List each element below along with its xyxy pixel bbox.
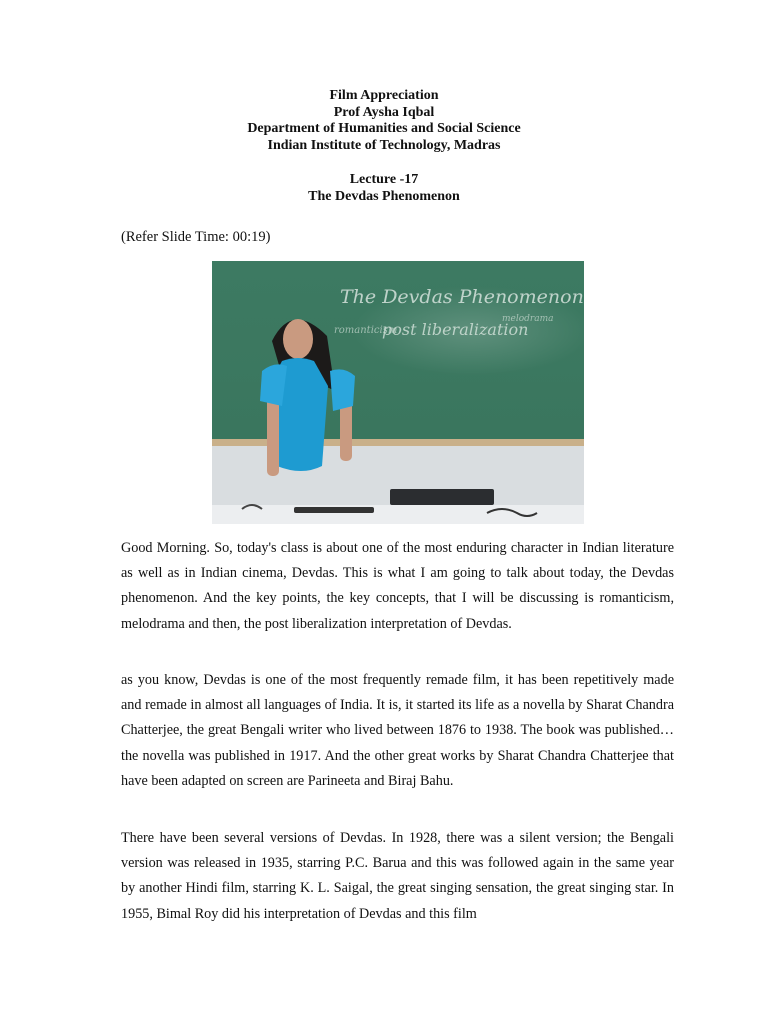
paragraph-text: There have been several versions of Devdas. In 1928, there was a silent version; the Bengali version was released in 1935, starring P.C. Barua and this was followed again in the same year by another Hindi film, starring K. L. Saigal, the great singing sensation, the great singing star. In 1955, Bimal Roy did his interpretation of Devdas and this film — [121, 830, 674, 922]
paragraph-2 — [121, 668, 674, 794]
board-title-text: The Devdas Phenomenon — [340, 286, 584, 308]
institute-name: Indian Institute of Technology, Madras — [267, 137, 501, 153]
lecture-number: Lecture -17 — [349, 172, 419, 187]
course-title: Film Appreciation — [329, 88, 439, 103]
board-word-postliberalization: post liberalization — [382, 320, 529, 339]
paragraph-text: Good Morning. So, today's class is about one of the most enduring character in Indian literature as well as in Indian cinema, Devdas. This is what I am going to talk about today, the Devdas phenomenon. And the key points, the key concepts, that I will be discussing is romanticism, melodrama and then, the post liberalization interpretation of Devdas. — [121, 540, 674, 632]
paragraph-text: as you know, Devdas is one of the most frequently remade film, it has been repetitively made and remade in almost all languages of India. It is, it started its life as a novella by Sharat Chandra Chatterjee, the great Bengali writer who lived between 1876 to 1938. The book was published… the novella was published in 1917. And the other great works by Sharat Chandra Chatterjee that have been adapted on screen are Parineeta and Biraj Bahu. — [121, 672, 674, 789]
lecture-slide-image — [212, 261, 584, 524]
document-header — [0, 88, 768, 154]
slide-illustration — [212, 261, 584, 524]
department-name: Department of Humanities and Social Science — [247, 121, 521, 137]
professor-name: Prof Aysha Iqbal — [333, 104, 435, 120]
board-word-melodrama: melodrama — [502, 314, 554, 324]
refer-slide-time: (Refer Slide Time: 00:19) — [121, 229, 271, 245]
lecture-title: The Devdas Phenomenon — [308, 188, 460, 204]
keyboard-icon — [294, 507, 374, 513]
desk — [212, 505, 584, 524]
board-word-romanticism: romanticism — [334, 325, 398, 336]
paragraph-1 — [121, 536, 674, 637]
paragraph-3 — [121, 826, 674, 927]
monitor-icon — [390, 489, 494, 505]
lecture-heading — [0, 172, 768, 205]
